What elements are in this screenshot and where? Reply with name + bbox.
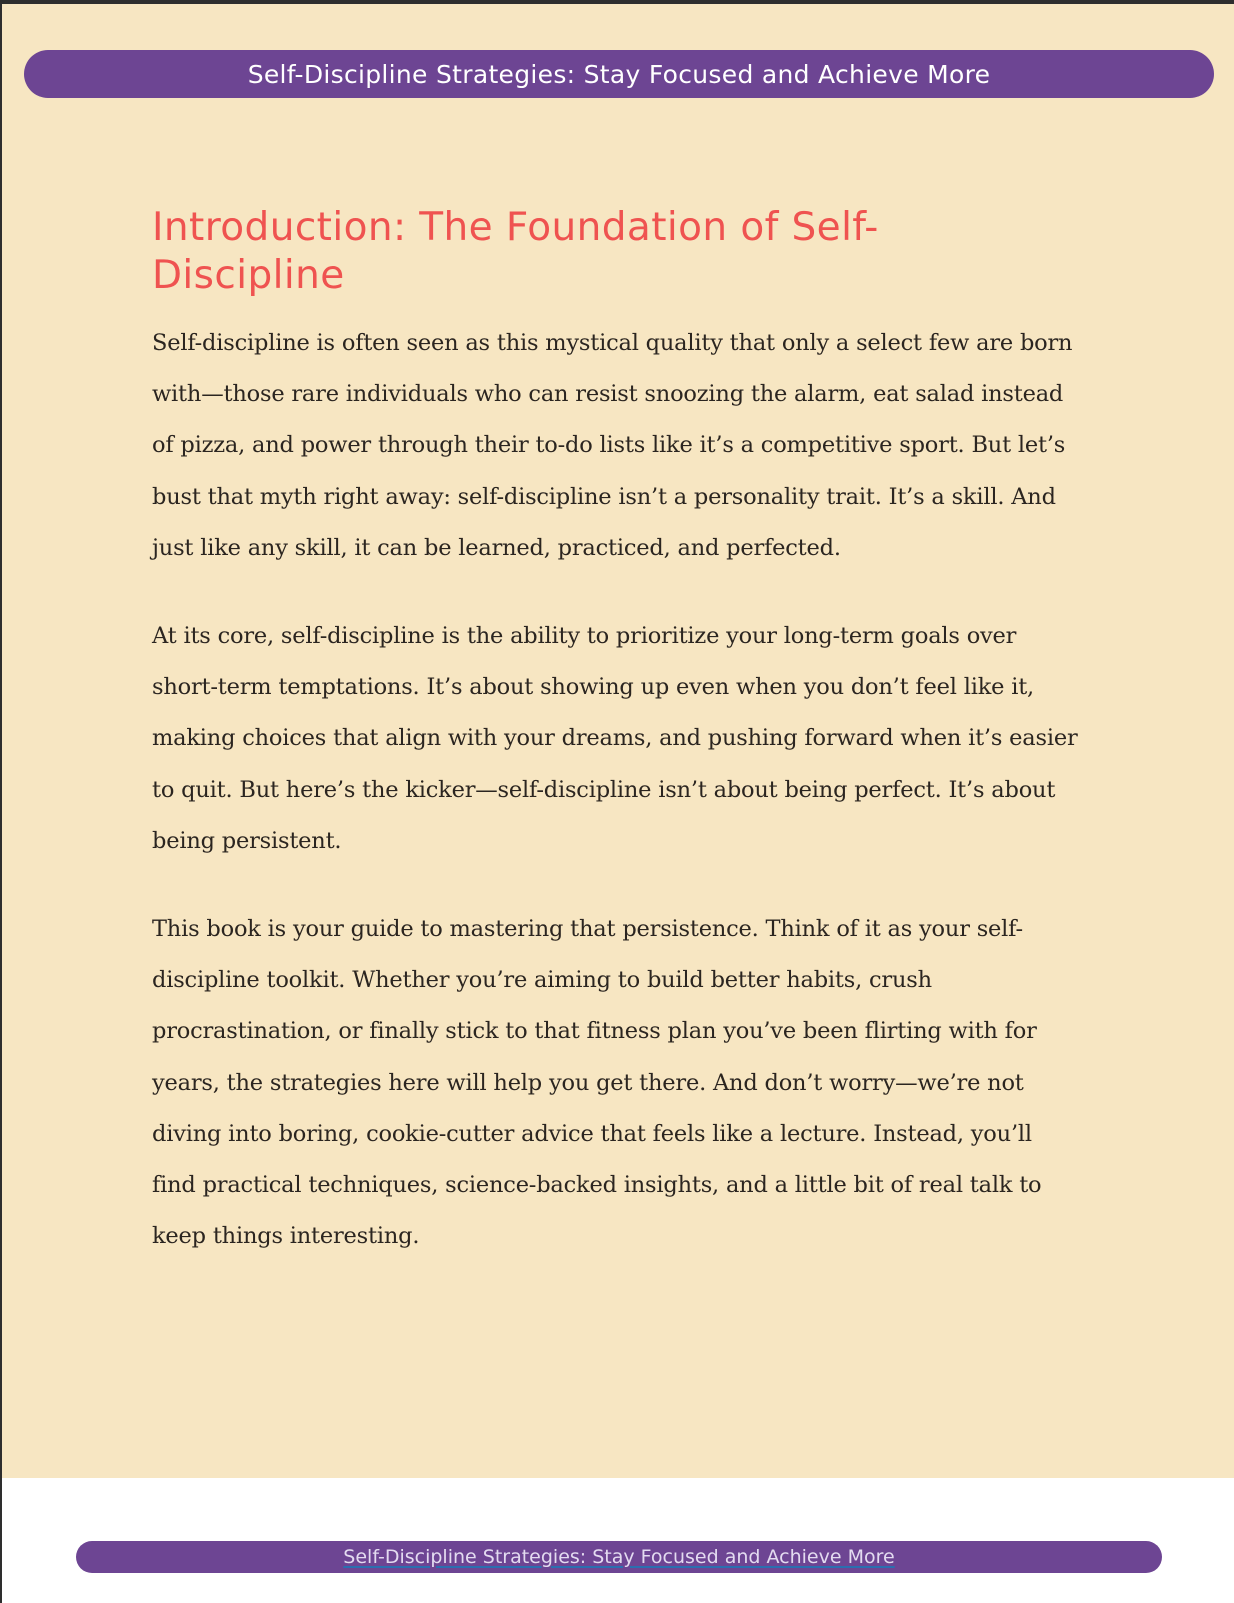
header-banner	[24, 50, 1214, 98]
chapter-title: Introduction: The Foundation of Self-Discipline	[152, 205, 879, 298]
paragraph-1: Self-discipline is often seen as this mystical quality that only a select few are born with—those rare individuals who can resist snoozing the alarm, eat salad instead of pizza, and power through their to-do lists like it’s a competitive sport. But let’s bust that myth right away: self-discipline isn’t a personality trait. It’s a skill. And just like any skill, it can be learned, practiced, and perfected.	[152, 330, 1073, 561]
footer-banner	[76, 1541, 1162, 1573]
paragraph-3: This book is your guide to mastering that persistence. Think of it as your self-discipline toolkit. Whether you’re aiming to build better habits, crush procrastination, or finally stick to that fitness plan you’ve been flirting with for years, the strategies here will help you get there. And don’t worry—we’re not diving into boring, cookie-cutter advice that feels like a lecture. Instead, you’ll find practical techniques, science-backed insights, and a little bit of real talk to keep things interesting.	[152, 916, 1042, 1250]
page-content-area	[2, 4, 1234, 1478]
chapter-section	[152, 204, 1082, 1299]
header-title: Self-Discipline Strategies: Stay Focused and Achieve More	[247, 59, 991, 89]
paragraph-2: At its core, self-discipline is the ability to prioritize your long-term goals over short-term temptations. It’s about showing up even when you don’t feel like it, making choices that align with your dreams, and pushing forward when it’s easier to quit. But here’s the kicker—self-discipline isn’t about being perfect. It’s about being persistent.	[152, 623, 1078, 854]
footer-title-link[interactable]: Self-Discipline Strategies: Stay Focused and Achieve More	[343, 1546, 895, 1568]
